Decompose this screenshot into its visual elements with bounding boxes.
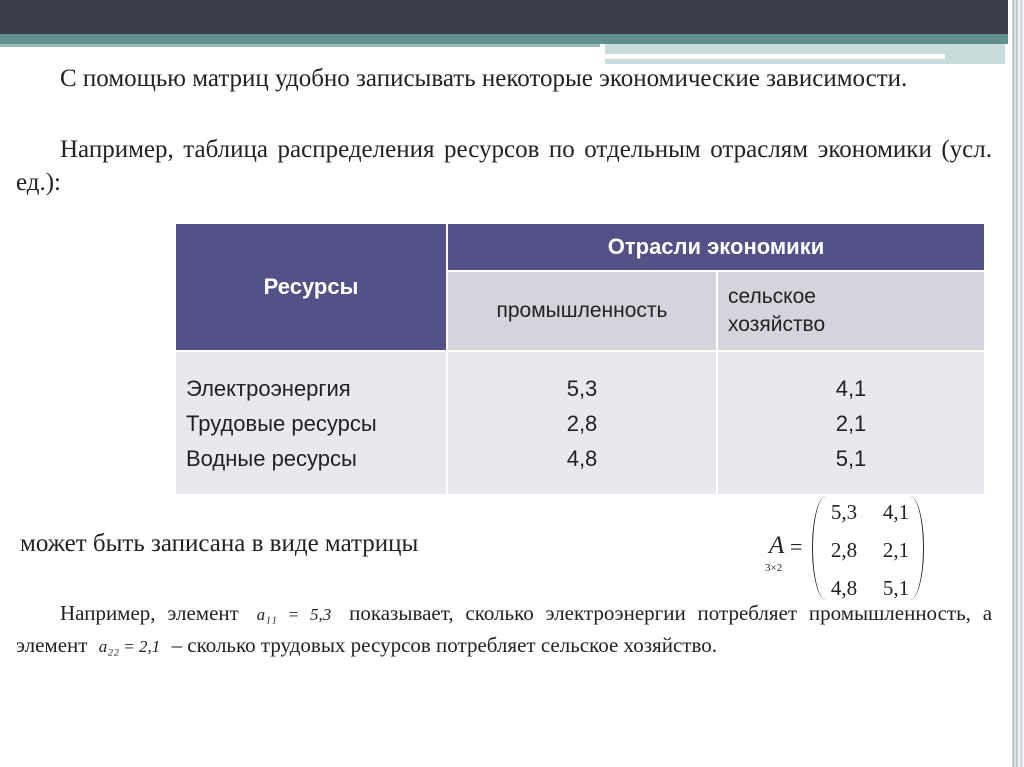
matrix-cell: 4,1 (882, 500, 910, 524)
agriculture-header-line2: хозяйство (728, 313, 826, 336)
industry-value: 5,3 (566, 375, 598, 401)
matrix-dimensions: 3×2 (765, 562, 783, 574)
agriculture-header-line1: сельское (728, 285, 816, 308)
matrix-cell: 5,1 (882, 576, 910, 600)
accent-stripe (0, 34, 1010, 44)
matrix-name: A (769, 532, 785, 559)
table-row (175, 351, 985, 495)
element-formula-a11: a₁₁ = 5,3 (256, 605, 332, 624)
explanation-text: – сколько трудовых ресурсов потребляет сельское хозяйство. (171, 633, 717, 657)
top-decorative-bar (0, 0, 1024, 34)
matrix-formula (764, 494, 934, 604)
industry-value: 4,8 (566, 445, 598, 471)
resource-name: Трудовые ресурсы (186, 410, 377, 436)
matrix-cell: 4,8 (830, 576, 858, 600)
agriculture-value: 5,1 (835, 445, 867, 471)
agriculture-column-header (717, 271, 985, 351)
matrix-cell: 5,3 (830, 500, 858, 524)
matrix-equals: = (790, 534, 803, 559)
explanation-text: Например, элемент (60, 601, 239, 625)
matrix-cell: 2,1 (882, 538, 910, 562)
agriculture-values-cell (717, 351, 985, 495)
intro-paragraph (16, 62, 992, 95)
sectors-header: Отрасли экономики (447, 223, 985, 271)
resource-name: Электроэнергия (186, 375, 351, 401)
accent-stripe-thin (0, 44, 600, 47)
matrix-cell: 2,8 (830, 538, 858, 562)
matrix-caption: может быть записана в виде матрицы (20, 530, 419, 557)
resources-header: Ресурсы (175, 223, 447, 351)
agriculture-value: 2,1 (835, 410, 867, 436)
page-edge-decoration (1008, 0, 1024, 767)
element-formula-a22: a₂₂ = 2,1 (98, 637, 161, 656)
industry-values-cell (447, 351, 717, 495)
industry-value: 2,8 (566, 410, 598, 436)
agriculture-value: 4,1 (835, 375, 867, 401)
resource-names-cell (175, 351, 447, 495)
resource-name: Водные ресурсы (186, 445, 357, 471)
example-paragraph (16, 133, 992, 199)
accent-stripe-white (605, 54, 945, 59)
explanation-text: показывает, сколько электроэнергии потребляет промышленность, а элемент (16, 601, 993, 657)
explanation-paragraph (16, 598, 992, 662)
resource-table (174, 222, 986, 496)
intro-text: С помощью матриц удобно записывать некоторые экономические зависимости. (60, 65, 908, 92)
example-intro-text: Например, таблица распределения ресурсов по отдельным отраслям экономики (усл. ед.): (16, 136, 992, 196)
industry-column-header: промышленность (447, 271, 717, 351)
